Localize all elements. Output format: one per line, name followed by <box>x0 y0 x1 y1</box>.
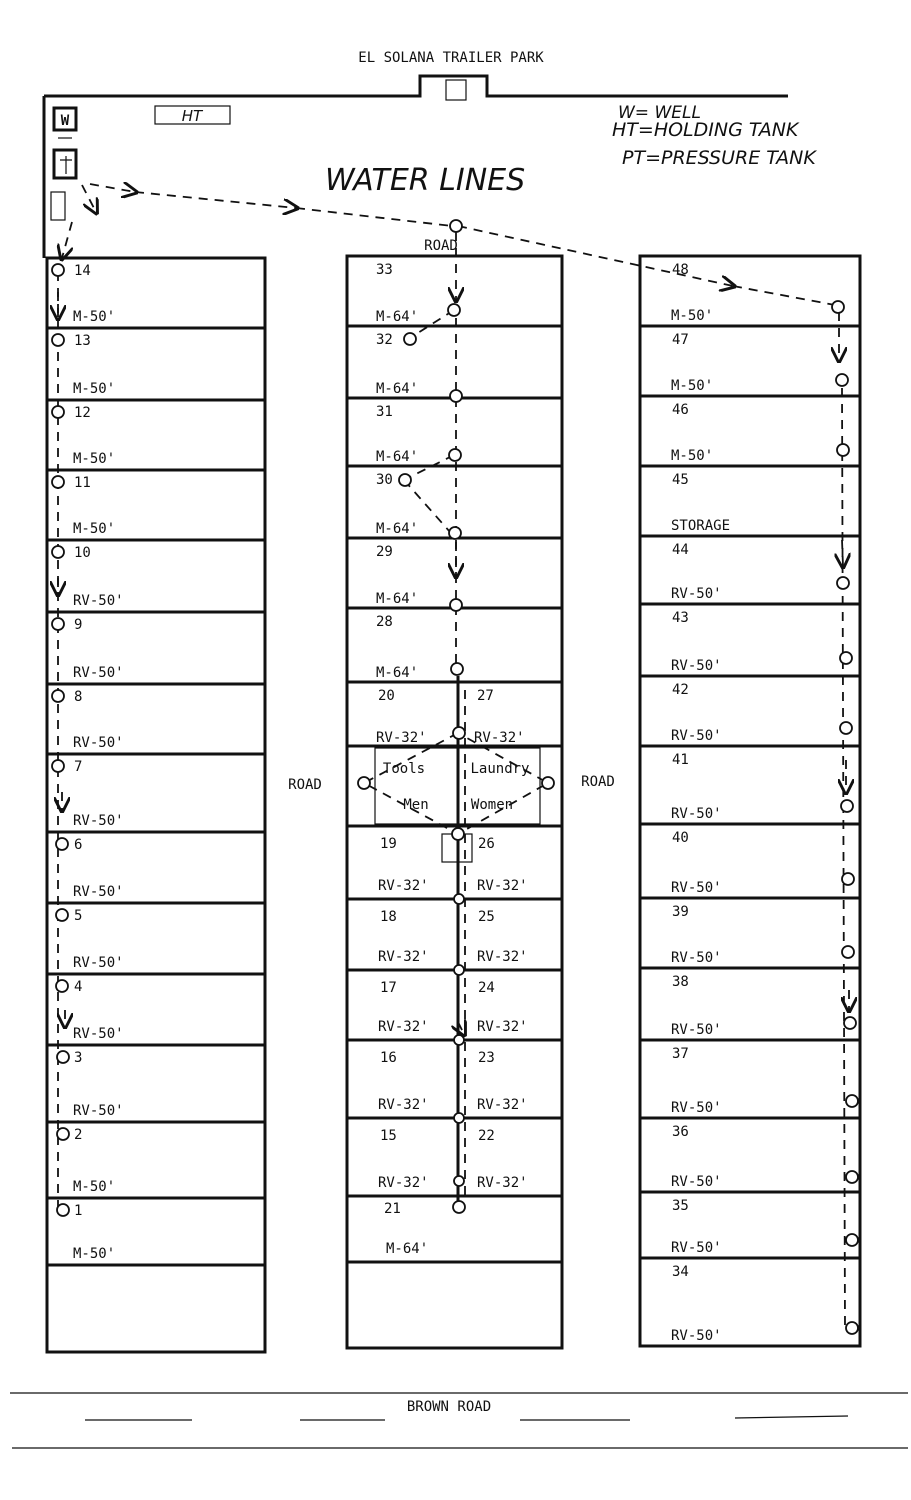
lot-number: 46 <box>672 402 689 418</box>
lot-size: M-50' <box>671 308 714 324</box>
facility-tools: Tools <box>382 761 426 777</box>
lot-number: 12 <box>74 405 91 421</box>
lot-size: M-64' <box>376 591 419 607</box>
lot-size: RV-32' <box>378 878 429 894</box>
lot-size: RV-32' <box>378 1019 429 1035</box>
lot-size: RV-50' <box>73 813 124 829</box>
road-label-right: ROAD <box>581 774 615 790</box>
valve-icon <box>542 777 554 789</box>
valve-icon <box>57 1204 69 1216</box>
lot-number: 34 <box>672 1264 689 1280</box>
lot-number: 23 <box>478 1050 495 1066</box>
lot-number: 10 <box>74 545 91 561</box>
lot-size: RV-32' <box>477 1097 528 1113</box>
facility-women: Women <box>470 797 514 813</box>
valve-icon <box>56 838 68 850</box>
lot-size: M-50' <box>73 521 116 537</box>
aux-tank-icon <box>51 192 65 220</box>
lot-size: RV-50' <box>73 884 124 900</box>
lot-size: RV-50' <box>73 665 124 681</box>
lot-number: 27 <box>477 688 494 704</box>
lot-size: M-64' <box>376 381 419 397</box>
lot-number: 22 <box>478 1128 495 1144</box>
lot-size: RV-32' <box>378 949 429 965</box>
lot-size: M-50' <box>73 309 116 325</box>
road-label-top: ROAD <box>424 238 458 254</box>
lot-size: RV-50' <box>671 1328 722 1344</box>
lot-number: 37 <box>672 1046 689 1062</box>
lot-size: RV-32' <box>477 1019 528 1035</box>
lot-number: 2 <box>74 1127 83 1143</box>
valve-icon <box>452 828 464 840</box>
lot-size: RV-32' <box>378 1097 429 1113</box>
lot-number: 9 <box>74 617 83 633</box>
lot-number: 5 <box>74 908 83 924</box>
lot-size: RV-32' <box>477 878 528 894</box>
valve-icon <box>840 722 852 734</box>
lot-size: RV-50' <box>671 1100 722 1116</box>
well-equipment <box>51 106 230 220</box>
valve-icon <box>52 690 64 702</box>
valve-icon <box>52 476 64 488</box>
lot-number: 39 <box>672 904 689 920</box>
valve-icon <box>52 760 64 772</box>
lot-number: 28 <box>376 614 393 630</box>
lot-number: 3 <box>74 1050 83 1066</box>
pipe-arrow <box>90 184 135 192</box>
lot-number: 48 <box>672 262 689 278</box>
lot-size: M-64' <box>376 521 419 537</box>
lot-number: 15 <box>380 1128 397 1144</box>
lot-size: M-64' <box>376 449 419 465</box>
valve-icon <box>846 1322 858 1334</box>
valve-icon <box>837 577 849 589</box>
lot-size: RV-50' <box>671 1022 722 1038</box>
lot-size: M-50' <box>73 381 116 397</box>
lot-number: 35 <box>672 1198 689 1214</box>
lot-number: 1 <box>74 1203 83 1219</box>
pipe-segment <box>296 208 452 226</box>
lot-number: 47 <box>672 332 689 348</box>
valve-icon <box>399 474 411 486</box>
lot-size: RV-50' <box>671 880 722 896</box>
lot-number: 41 <box>672 752 689 768</box>
lot-size: RV-50' <box>671 728 722 744</box>
lot-size: RV-50' <box>73 593 124 609</box>
lot-number: 25 <box>478 909 495 925</box>
legend-holding-tank: HT=HOLDING TANK <box>612 119 799 141</box>
lot-size: RV-50' <box>73 955 124 971</box>
valve-icon <box>846 1095 858 1107</box>
lot-size: M-64' <box>376 309 419 325</box>
valve-icon <box>846 1234 858 1246</box>
lot-number: 31 <box>376 404 393 420</box>
junction-icon <box>454 1176 464 1186</box>
lot-size: RV-32' <box>477 949 528 965</box>
lot-number: 20 <box>378 688 395 704</box>
valve-icon <box>52 546 64 558</box>
facility-men: Men <box>403 797 429 813</box>
valve-icon <box>404 333 416 345</box>
brown-road-label: BROWN ROAD <box>406 1399 492 1415</box>
valve-icon <box>450 220 462 232</box>
lot-number: 42 <box>672 682 689 698</box>
lot-number: 17 <box>380 980 397 996</box>
lot-number: 4 <box>74 979 83 995</box>
lot-number: 6 <box>74 837 83 853</box>
lot-size: RV-50' <box>671 658 722 674</box>
valve-icon <box>836 374 848 386</box>
valve-icon <box>453 727 465 739</box>
lot-size: RV-50' <box>671 806 722 822</box>
valve-icon <box>52 406 64 418</box>
valve-icon <box>450 599 462 611</box>
lot-size: RV-50' <box>73 1103 124 1119</box>
valve-icon <box>52 618 64 630</box>
facility-laundry: Laundry <box>470 761 530 777</box>
brown-road <box>10 1393 908 1448</box>
pressure-tank-icon <box>54 150 76 178</box>
lot-size: M-64' <box>376 665 419 681</box>
valve-icon <box>56 909 68 921</box>
lot-number: 14 <box>74 263 91 279</box>
valve-icon <box>449 527 461 539</box>
pipe-arrow <box>62 222 72 258</box>
lot-size: M-50' <box>671 378 714 394</box>
pipe-segment <box>733 286 835 305</box>
well-label: W <box>60 113 70 129</box>
lot-size: M-50' <box>73 1179 116 1195</box>
lot-number: 43 <box>672 610 689 626</box>
lot-number: 44 <box>672 542 689 558</box>
lot-size: RV-32' <box>477 1175 528 1191</box>
lot-size: M-50' <box>671 448 714 464</box>
lot-size: RV-50' <box>73 735 124 751</box>
valve-icon <box>832 301 844 313</box>
valve-icon <box>840 652 852 664</box>
lot-number: 11 <box>74 475 91 491</box>
lot-size: M-64' <box>386 1241 429 1257</box>
junction-icon <box>454 1035 464 1045</box>
valve-icon <box>52 264 64 276</box>
valve-icon <box>358 777 370 789</box>
lot-size: STORAGE <box>671 518 731 534</box>
valve-icon <box>448 304 460 316</box>
pipe-right-main <box>842 388 845 1328</box>
junction-icon <box>454 965 464 975</box>
water-lines <box>58 184 849 1328</box>
valve-icon <box>52 334 64 346</box>
holding-tank-label: HT <box>181 107 203 125</box>
lot-number: 16 <box>380 1050 397 1066</box>
lot-size: RV-50' <box>671 950 722 966</box>
valve-icon <box>450 390 462 402</box>
lot-blocks <box>47 256 860 1352</box>
lot-number: 45 <box>672 472 689 488</box>
lot-number: 30 <box>376 472 393 488</box>
valve-icon <box>453 1201 465 1213</box>
valve-icon <box>837 444 849 456</box>
valve-icon <box>451 663 463 675</box>
lot-number: 26 <box>478 836 495 852</box>
junction-icon <box>454 1113 464 1123</box>
entry-gate-box <box>446 80 466 100</box>
lot-number: 38 <box>672 974 689 990</box>
valve-icon <box>57 1128 69 1140</box>
lot-number: 19 <box>380 836 397 852</box>
lot-size: RV-50' <box>73 1026 124 1042</box>
lot-number: 24 <box>478 980 495 996</box>
lot-number: 8 <box>74 689 83 705</box>
legend-well: W= WELL <box>618 103 701 123</box>
valve-icon <box>842 946 854 958</box>
water-lines-heading: WATER LINES <box>325 163 526 198</box>
valve-icon <box>449 449 461 461</box>
lot-number: 29 <box>376 544 393 560</box>
pipe-arrow <box>135 192 296 208</box>
map-title: EL SOLANA TRAILER PARK <box>358 50 544 66</box>
lot-number: 40 <box>672 830 689 846</box>
lot-number: 13 <box>74 333 91 349</box>
valve-icon <box>841 800 853 812</box>
valve-icon <box>56 980 68 992</box>
valve-icon <box>844 1017 856 1029</box>
lot-size: RV-32' <box>376 730 427 746</box>
valve-icon <box>846 1171 858 1183</box>
lot-number: 32 <box>376 332 393 348</box>
junction-icon <box>454 894 464 904</box>
valve-icon <box>57 1051 69 1063</box>
valve-icon <box>842 873 854 885</box>
lot-size: RV-50' <box>671 586 722 602</box>
lot-number: 21 <box>384 1201 401 1217</box>
legend-pressure-tank: PT=PRESSURE TANK <box>622 147 816 169</box>
lot-size: RV-32' <box>474 730 525 746</box>
pipe-arrow <box>82 185 96 212</box>
lot-number: 36 <box>672 1124 689 1140</box>
valves <box>52 220 858 1334</box>
lot-size: RV-50' <box>671 1174 722 1190</box>
lot-size: M-50' <box>73 1246 116 1262</box>
road-label-left: ROAD <box>288 777 322 793</box>
lot-size: RV-32' <box>378 1175 429 1191</box>
lot-size: M-50' <box>73 451 116 467</box>
lot-size: RV-50' <box>671 1240 722 1256</box>
lot-number: 18 <box>380 909 397 925</box>
lot-number: 33 <box>376 262 393 278</box>
lot-number: 7 <box>74 759 83 775</box>
